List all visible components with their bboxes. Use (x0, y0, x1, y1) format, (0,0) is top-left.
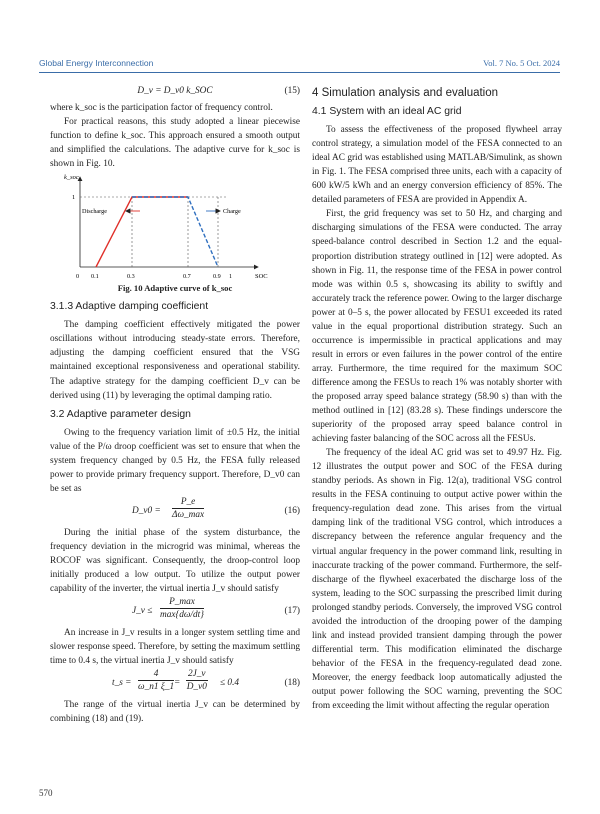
equation-17-denominator: max{dω/dt} (160, 610, 204, 621)
equation-16-denominator: Δω_max (172, 509, 205, 520)
equation-18-fraction-2 (186, 668, 208, 694)
paragraph-assess: To assess the effectiveness of the proposed flywheel array control strategy, a simulation model of the FESA connected to an ideal AC grid was established using MATLAB/Simulink, as shown in Fig. 1. The FESA comprised three units, each with a capacity of 600 kW/5 kWh and an energy conversion efficiency of 85%. The detailed parameters of FESA are provided in Appendix A. (312, 125, 562, 206)
x-tick-0.7: 0.7 (183, 273, 191, 281)
equation-18 (50, 668, 300, 698)
equation-18-fraction-1 (138, 668, 174, 694)
equation-15 (50, 84, 300, 101)
paragraph-grid-frequency: First, the grid frequency was set to 50 Hz, and charging and discharging simulations of the FESA were conducted. The array speed-balance control described in Section 1.2 and the equal-proportion distribution strategy outlined in [12] were adopted. As shown in Fig. 11, the response time of the FESA in power control mode was within 0.5 s, showcasing its ability to swiftly and accurately track the reference power. Owing to the larger discharge power at 0–5 s, the power allocated by FESU1 exceeded its rated value in the equal proportional distribution strategy. Such an occurrence is impermissible in practical applications and may result in errors or even failures in the power control of the entire array. Furthermore, the time required for the maximum SOC difference among the FESUs to reach 1% was notably shorter with the proposed array speed balance strategy (58.90 s) than with the method outlined in [12] (83.28 s). These findings underscore the superiority of the proposed array speed balance control in achieving faster balancing of the SOC across all the FESUs. (312, 209, 562, 445)
x-tick-0.3: 0.3 (127, 273, 135, 281)
adaptive-curve-chart (58, 171, 288, 283)
equation-18-lhs: t_s = (112, 678, 132, 689)
equation-18-f1-denominator: ω_n1 ξ_1 (138, 682, 175, 693)
y-tick-1: 1 (72, 194, 76, 202)
journal-title: Global Energy Interconnection (39, 58, 154, 68)
heading-4: 4 Simulation analysis and evaluation (312, 87, 499, 99)
equation-17-numerator: P_max (160, 596, 204, 609)
charge-label: Charge (223, 208, 241, 216)
equation-17-number: (17) (284, 606, 300, 617)
equation-16-fraction (172, 496, 204, 522)
page-number: 570 (39, 788, 53, 798)
figure-10 (50, 171, 300, 283)
x-tick-0: 0 (76, 273, 80, 281)
x-tick-0.1: 0.1 (91, 273, 99, 281)
paragraph-range: The range of the virtual inertia J_v can be determined by combining (18) and (19). (50, 700, 300, 725)
discharge-label: Discharge (82, 208, 107, 216)
heading-4-1: 4.1 System with an ideal AC grid (312, 106, 462, 118)
figure-10-caption: Fig. 10 Adaptive curve of k_soc (117, 283, 233, 294)
y-axis-label: k_soc (64, 174, 79, 182)
paragraph-standby: The frequency of the ideal AC grid was set to 49.97 Hz. Fig. 12 illustrates the output power and SOC of the FESA during standby periods. As shown in Fig. 12(a), traditional VSG control results in the FESA continuing to output active power within the frequency-regulation dead zone. This arises from the virtual damping link of the traditional VSG control, which introduces a discrepancy between the reference angular frequency and the virtual angular frequency in the power command link, resulting in inaccurate tracking of the power command. Furthermore, the self-discharge of the flywheel exacerbated the discharge loss of the system, leading to the SOC surpassing the prescribed limit during prolonged standby periods. Conversely, the improved VSG control avoided the introduction of the drooping power of the damping link and instead provided transient damping through the power differential term. This modification eliminated the discharge behavior of the FESA in the frequency-regulated dead zone. Moreover, the energy feedback loop automatically adjusted the output power following the SOC warning, preventing the SOC from exceeding the limit without affecting the regular operation (312, 448, 562, 712)
equation-15-number: (15) (284, 86, 300, 96)
paragraph-droop: Owing to the frequency variation limit of ±0.5 Hz, the initial value of the P/ω droop coefficient was set to ensure that when the system frequency changed by 0.5 Hz, the FESA fully released power to provide primary frequency support. Therefore, D_v0 can be set as (50, 427, 300, 494)
equation-15-body: D_v = D_v0 k_SOC (137, 86, 213, 96)
header-rule (39, 72, 560, 73)
left-column (50, 84, 300, 726)
paragraph-where: where k_soc is the participation factor of frequency control. (50, 103, 273, 113)
equation-17 (50, 596, 300, 626)
equation-16-lhs: D_v0 = (132, 505, 161, 516)
equation-16 (50, 496, 300, 526)
paragraph-inertia: During the initial phase of the system disturbance, the frequency deviation in the microgrid was minimal, whereas the ROCOF was significant. Consequently, the droop-control loop initially produced a low output. To utilize the output power capability of the inverter, the virtual inertia J_v should satisfy (50, 527, 300, 595)
issue-info: Vol. 7 No. 5 Oct. 2024 (483, 58, 560, 68)
x-axis-label: SOC (255, 273, 268, 281)
heading-3-2: 3.2 Adaptive parameter design (50, 408, 191, 420)
charge-curve (132, 197, 218, 267)
equation-17-fraction (160, 596, 204, 622)
paragraph-damping: The damping coefficient effectively mitigated the power oscillations without introducing steady-state errors. Therefore, adjusting the damping coefficient ensured that the VSG maintained exceptional responsiveness and operational stability. The adaptive strategy for the damping coefficient D_v can be derived using (11) by leveraging the optimal damping ratio. (50, 320, 300, 401)
x-tick-0.9: 0.9 (213, 273, 221, 281)
heading-3-1-3: 3.1.3 Adaptive damping coefficient (50, 301, 209, 313)
equation-18-f2-denominator: D_v0 (186, 682, 207, 693)
equation-17-lhs: J_v ≤ (132, 606, 153, 617)
equation-18-number: (18) (284, 678, 300, 689)
equation-18-f1-numerator: 4 (138, 668, 174, 681)
equation-18-equals: = (174, 678, 181, 689)
paragraph-ksoc: For practical reasons, this study adopted a linear piecewise function to define k_soc. This approach ensured a smooth output and simplified the calculations. The adaptive curve for k_soc is shown in Fig. 10. (50, 117, 300, 170)
equation-16-number: (16) (284, 505, 300, 516)
equation-18-f2-numerator: 2J_v (188, 669, 206, 680)
discharge-curve (96, 197, 188, 267)
equation-18-tail: ≤ 0.4 (220, 678, 240, 689)
equation-16-numerator: P_e (172, 496, 204, 509)
x-tick-1: 1 (229, 273, 233, 281)
paragraph-settling: An increase in J_v results in a longer system settling time and slower response speed. Therefore, by setting the maximum settling time to 0.4 s, the virtual inertia J_v should satisfy (50, 628, 300, 667)
right-column (312, 84, 562, 713)
